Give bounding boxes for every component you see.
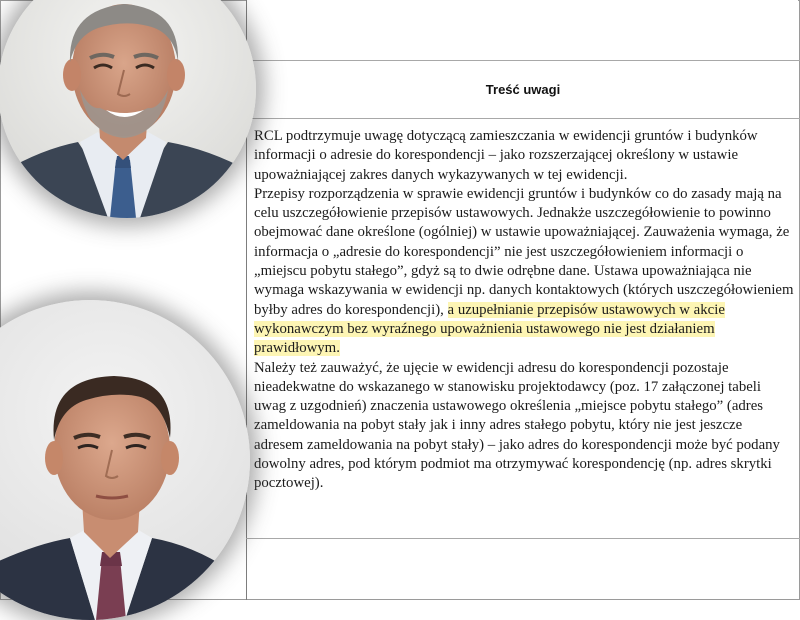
- table-header-bottom-rule: [246, 118, 800, 119]
- paragraph-2-text: Przepisy rozporządzenia w sprawie ewidencji gruntów i budynków co do zasady mają na celu uszczegółowienie przepisów ustawowych. Jednakże uszczegółowienie to powinno obejmować dane określone (ogólniej) w ustawie upoważniającej. Zauważenia wymaga, że informacja o „adresie do korespondencji” nie jest uszczegółowieniem informacji o „miejscu pobytu stałego”, gdyż są to dwie odrębne dane. Ustawa upoważniająca nie wymaga wskazywania w ewidencji np. danych kontaktowych (których uszczegółowieniem byłby adres do korespondencji),: [254, 185, 794, 318]
- table-header-cell: [246, 60, 800, 118]
- comment-text: [254, 127, 794, 494]
- paragraph-2: [254, 185, 794, 359]
- paragraph-3: Należy też zauważyć, że ujęcie w ewidencji adresu do korespondencji pozostaje nieadekwatne do wskazanego w stanowisku projektodawcy (poz. 17 załączonej tabeli uwag z uzgodnień) znaczenia ustawowego określenia „miejsce pobytu stałego” (adres zameldowania na pobyt stały jak i inny adres stałego pobytu, który nie jest jeszcze adresem zameldowania na pobyt stały) – jako adres do korespondencji może być podany dowolny adres, pod którym podmiot ma otrzymywać korespondencję (np. adres skrytki pocztowej).: [254, 359, 780, 492]
- paragraph-1: RCL podtrzymuje uwagę dotyczącą zamieszczania w ewidencji gruntów i budynków informacji o adresie do korespondencji – jako rozszerzającej określony w ustawie upoważniającej zakres danych wykazywanych w tej ewidencji.: [254, 128, 758, 183]
- table-bottom-rule: [246, 538, 800, 539]
- table-header-label: Treść uwagi: [485, 81, 561, 97]
- highlighted-text: a uzupełnianie przepisów ustawowych w akcie wykonawczym bez wyraźnego upoważnienia ustawowego nie jest działaniem prawidłowym.: [254, 301, 725, 357]
